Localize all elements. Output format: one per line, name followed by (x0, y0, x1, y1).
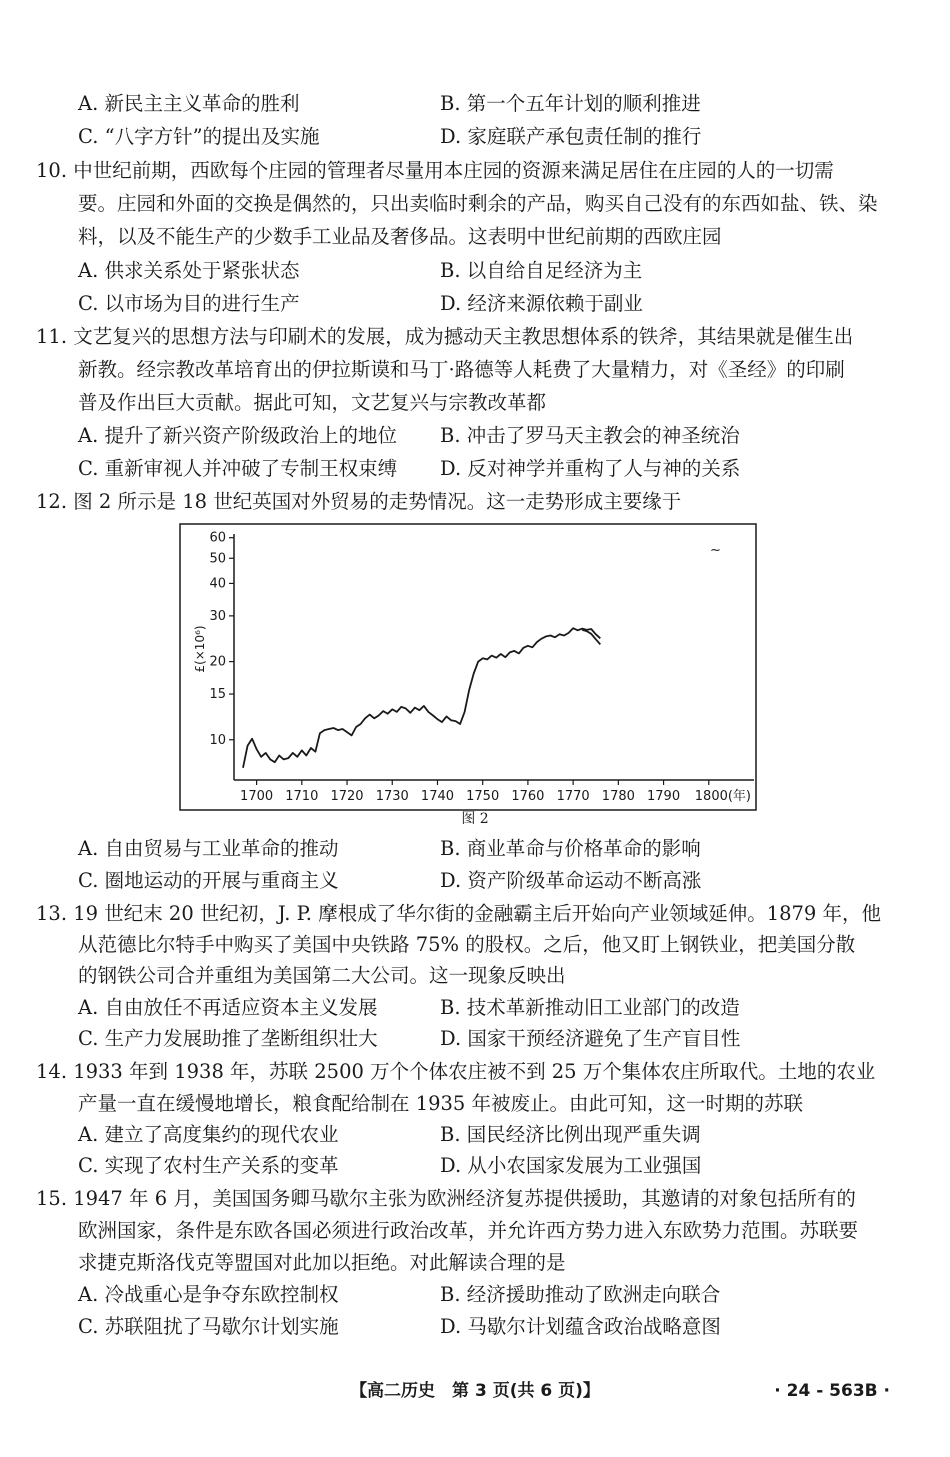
footer-exam-code: · 24 - 563B · (774, 1381, 890, 1401)
q10-option-a: A. 供求关系处于紧张状态 (78, 259, 300, 282)
x-tick-label: 1750 (466, 789, 500, 804)
trade-chart-svg (178, 522, 758, 812)
q15-option-c: C. 苏联阻扰了马歇尔计划实施 (78, 1315, 339, 1338)
x-tick-label: 1800(年) (694, 789, 752, 804)
y-axis-label: £(×10⁶) (193, 625, 207, 673)
q12-option-d: D. 资产阶级革命运动不断高涨 (440, 869, 702, 892)
q11-stem-line-2: 新教。经宗教改革培育出的伊拉斯谟和马丁·路德等人耗费了大量精力，对《圣经》的印刷 (78, 358, 845, 381)
figure-label: 图 2 (461, 811, 489, 827)
q13-stem-line-2: 从范德比尔特手中购买了美国中央铁路 75% 的股权。之后，他又盯上钢铁业，把美国分散 (78, 933, 856, 956)
q10-option-d: D. 经济来源依赖于副业 (440, 292, 643, 315)
q9-option-a: A. 新民主主义革命的胜利 (78, 92, 300, 115)
q13-option-a: A. 自由放任不再适应资本主义发展 (78, 996, 378, 1019)
q14-option-d: D. 从小农国家发展为工业强国 (440, 1154, 702, 1177)
x-tick-label: 1760 (511, 789, 545, 804)
q10-option-c: C. 以市场为目的进行生产 (78, 292, 300, 315)
chart-annotation: ~ (710, 543, 721, 558)
x-tick-label: 1780 (601, 789, 635, 804)
q14-stem-line-1: 14. 1933 年到 1938 年，苏联 2500 万个个体农庄被不到 25 万个集体农庄所取代。土地的农业 (36, 1060, 876, 1083)
q13-stem-line-3: 的钢铁公司合并重组为美国第二大公司。这一现象反映出 (78, 964, 566, 987)
q13-stem-line-1: 13. 19 世纪末 20 世纪初，J. P. 摩根成了华尔街的金融霸主后开始向产业领域延伸。1879 年，他 (36, 902, 882, 925)
q11-stem-line-3: 普及作出巨大贡献。据此可知，文艺复兴与宗教改革都 (78, 391, 547, 414)
q13-option-d: D. 国家干预经济避免了生产盲目性 (440, 1027, 741, 1050)
chart-frame (180, 524, 756, 810)
q15-option-a: A. 冷战重心是争夺东欧控制权 (78, 1283, 339, 1306)
q14-option-c: C. 实现了农村生产关系的变革 (78, 1154, 339, 1177)
y-tick-label: 50 (209, 551, 226, 567)
series-line-2 (582, 630, 600, 645)
q9-option-b: B. 第一个五年计划的顺利推进 (440, 92, 701, 115)
q10-option-b: B. 以自给自足经济为主 (440, 259, 643, 282)
q11-option-a: A. 提升了新兴资产阶级政治上的地位 (78, 424, 397, 447)
q11-option-d: D. 反对神学并重构了人与神的关系 (440, 457, 741, 480)
q15-option-b: B. 经济援助推动了欧洲走向联合 (440, 1283, 721, 1306)
q12-option-b: B. 商业革命与价格革命的影响 (440, 837, 701, 860)
q11-option-c: C. 重新审视人并冲破了专制王权束缚 (78, 457, 398, 480)
q15-stem-line-3: 求捷克斯洛伐克等盟国对此加以拒绝。对此解读合理的是 (78, 1251, 566, 1274)
q14-option-b: B. 国民经济比例出现严重失调 (440, 1123, 701, 1146)
x-tick-label: 1720 (330, 789, 364, 804)
x-tick-label: 1730 (375, 789, 409, 804)
footer-page-info: 【高二历史 第 3 页(共 6 页)】 (350, 1381, 600, 1401)
q10-stem-line-3: 料，以及不能生产的少数手工业品及奢侈品。这表明中世纪前期的西欧庄园 (78, 225, 722, 248)
x-tick-label: 1740 (420, 789, 455, 804)
y-tick-label: 10 (209, 732, 226, 748)
q12-stem-line-1: 12. 图 2 所示是 18 世纪英国对外贸易的走势情况。这一走势形成主要缘于 (36, 490, 682, 513)
q9-option-d: D. 家庭联产承包责任制的推行 (440, 125, 702, 148)
q10-stem-line-2: 要。庄园和外面的交换是偶然的，只出卖临时剩余的产品，购买自己没有的东西如盐、铁、染 (78, 192, 878, 215)
series-line-1 (243, 628, 600, 768)
q11-option-b: B. 冲击了罗马天主教会的神圣统治 (440, 424, 740, 447)
y-tick-label: 40 (209, 576, 226, 592)
q15-option-d: D. 马歇尔计划蕴含政治战略意图 (440, 1315, 721, 1338)
q15-stem-line-1: 15. 1947 年 6 月，美国国务卿马歇尔主张为欧洲经济复苏提供援助，其邀请的对象包括所有的 (36, 1187, 856, 1210)
q15-stem-line-2: 欧洲国家，条件是东欧各国必须进行政治改革，并允许西方势力进入东欧势力范围。苏联要 (78, 1219, 859, 1242)
q12-option-c: C. 圈地运动的开展与重商主义 (78, 869, 339, 892)
q13-option-c: C. 生产力发展助推了垄断组织壮大 (78, 1027, 378, 1050)
q12-option-a: A. 自由贸易与工业革命的推动 (78, 837, 339, 860)
trade-chart (178, 522, 758, 812)
q11-stem-line-1: 11. 文艺复兴的思想方法与印刷术的发展，成为撼动天主教思想体系的铁斧，其结果就是催生出 (36, 325, 854, 348)
q9-option-c: C. “八字方针”的提出及实施 (78, 125, 320, 148)
x-tick-label: 1790 (647, 789, 681, 804)
x-tick-label: 1700 (240, 789, 274, 804)
y-tick-label: 30 (209, 608, 226, 624)
y-tick-label: 15 (209, 687, 226, 703)
q14-stem-line-2: 产量一直在缓慢地增长，粮食配给制在 1935 年被废止。由此可知，这一时期的苏联 (78, 1092, 804, 1115)
x-tick-label: 1770 (556, 789, 590, 804)
x-tick-label: 1710 (285, 789, 319, 804)
q14-option-a: A. 建立了高度集约的现代农业 (78, 1123, 339, 1146)
q13-option-b: B. 技术革新推动旧工业部门的改造 (440, 996, 740, 1019)
y-tick-label: 60 (209, 530, 226, 546)
y-tick-label: 20 (209, 654, 226, 670)
q10-stem-line-1: 10. 中世纪前期，西欧每个庄园的管理者尽量用本庄园的资源来满足居住在庄园的人的一切需 (36, 159, 834, 182)
